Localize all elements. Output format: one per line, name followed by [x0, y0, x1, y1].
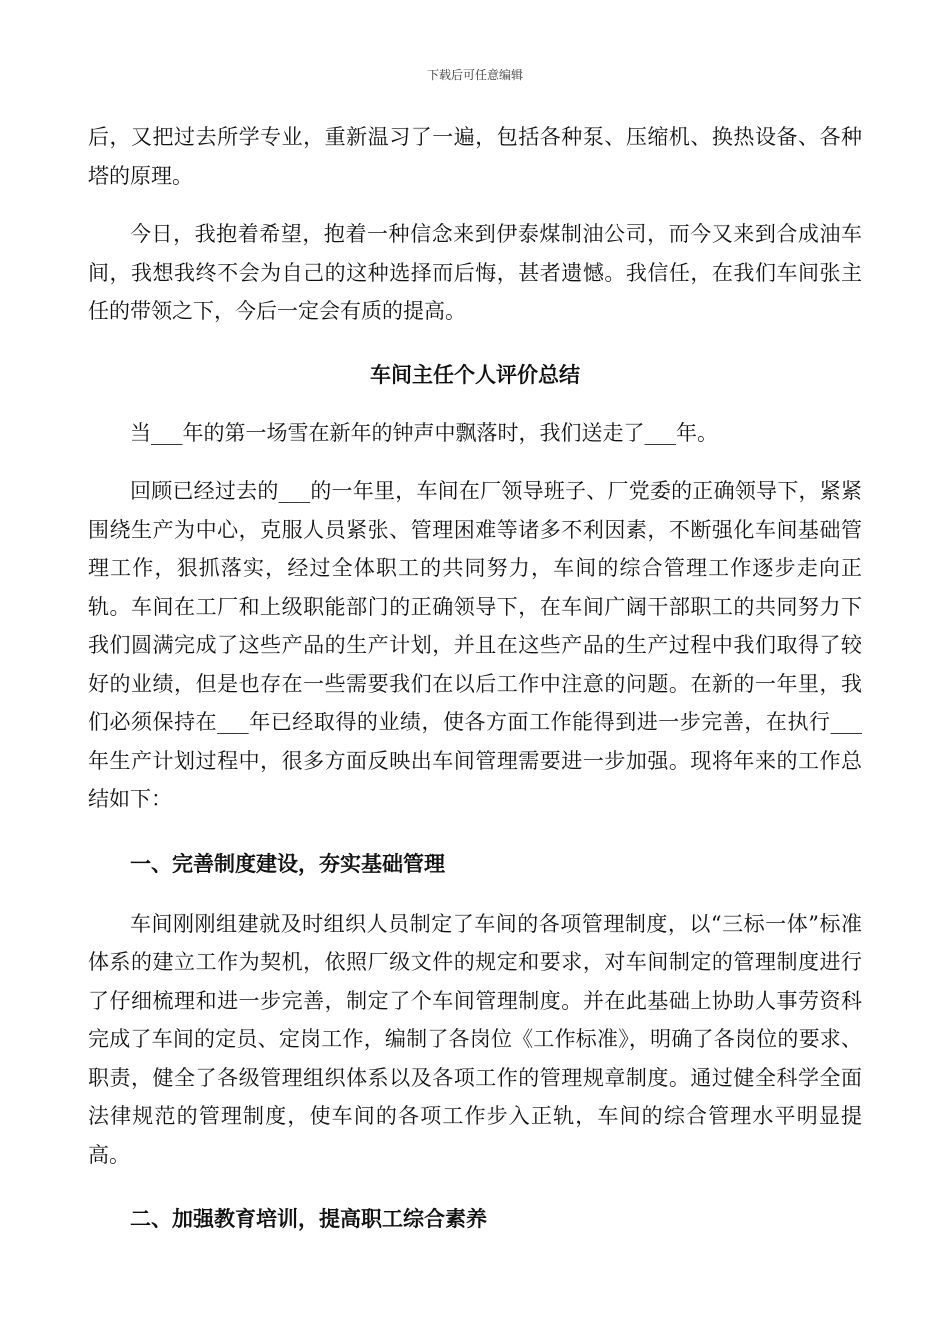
paragraph-intro: 今日，我抱着希望，抱着一种信念来到伊泰煤制油公司，而今又来到合成油车间，我想我终不会为自己的这种选择而后悔，甚者遗憾。我信任，在我们车间张主任的带领之下，今后一定会有质的提高。: [88, 222, 862, 323]
document-body: [88, 118, 862, 1238]
paragraph-opening: 当___年的第一场雪在新年的钟声中飘落时，我们送走了___年。: [130, 420, 718, 445]
section-heading-1: 一、完善制度建设，夯实基础管理: [130, 851, 445, 876]
section-heading-2: 二、加强教育培训，提高职工综合素养: [130, 1207, 487, 1231]
paragraph-continuation: 后，又把过去所学专业，重新温习了一遍，包括各种泵、压缩机、换热设备、各种塔的原理。: [88, 125, 862, 188]
document-title: 车间主任个人评价总结: [370, 362, 580, 387]
paragraph-section-1: 车间刚刚组建就及时组织人员制定了车间的各项管理制度，以“三标一体”标准体系的建立工作为契机，依照厂级文件的规定和要求，对车间制定的管理制度进行了仔细梳理和进一步完善，制定了个车间管理制度。并在此基础上协助人事劳资科完成了车间的定员、定岗工作，编制了各岗位《工作标准》，明确了各岗位的要求、职责，健全了各级管理组织体系以及各项工作的管理规章制度。通过健全科学全面法律规范的管理制度，使车间的各项工作步入正轨，车间的综合管理水平明显提高。: [88, 911, 862, 1167]
paragraph-review: 回顾已经过去的___的一年里，车间在厂领导班子、厂党委的正确领导下，紧紧围绕生产为中心，克服人员紧张、管理困难等诸多不利因素，不断强化车间基础管理工作，狠抓落实，经过全体职工的共同努力，车间的综合管理工作逐步走向正轨。车间在工厂和上级职能部门的正确领导下，在车间广阔干部职工的共同努力下我们圆满完成了这些产品的生产计划，并且在这些产品的生产过程中我们取得了较好的业绩，但是也存在一些需要我们在以后工作中注意的问题。在新的一年里，我们必须保持在___年已经取得的业绩，使各方面工作能得到进一步完善，在执行___年生产计划过程中，很多方面反映出车间管理需要进一步加强。现将年来的工作总结如下：: [88, 479, 862, 811]
page-header-note: 下载后可任意编辑: [426, 68, 523, 82]
